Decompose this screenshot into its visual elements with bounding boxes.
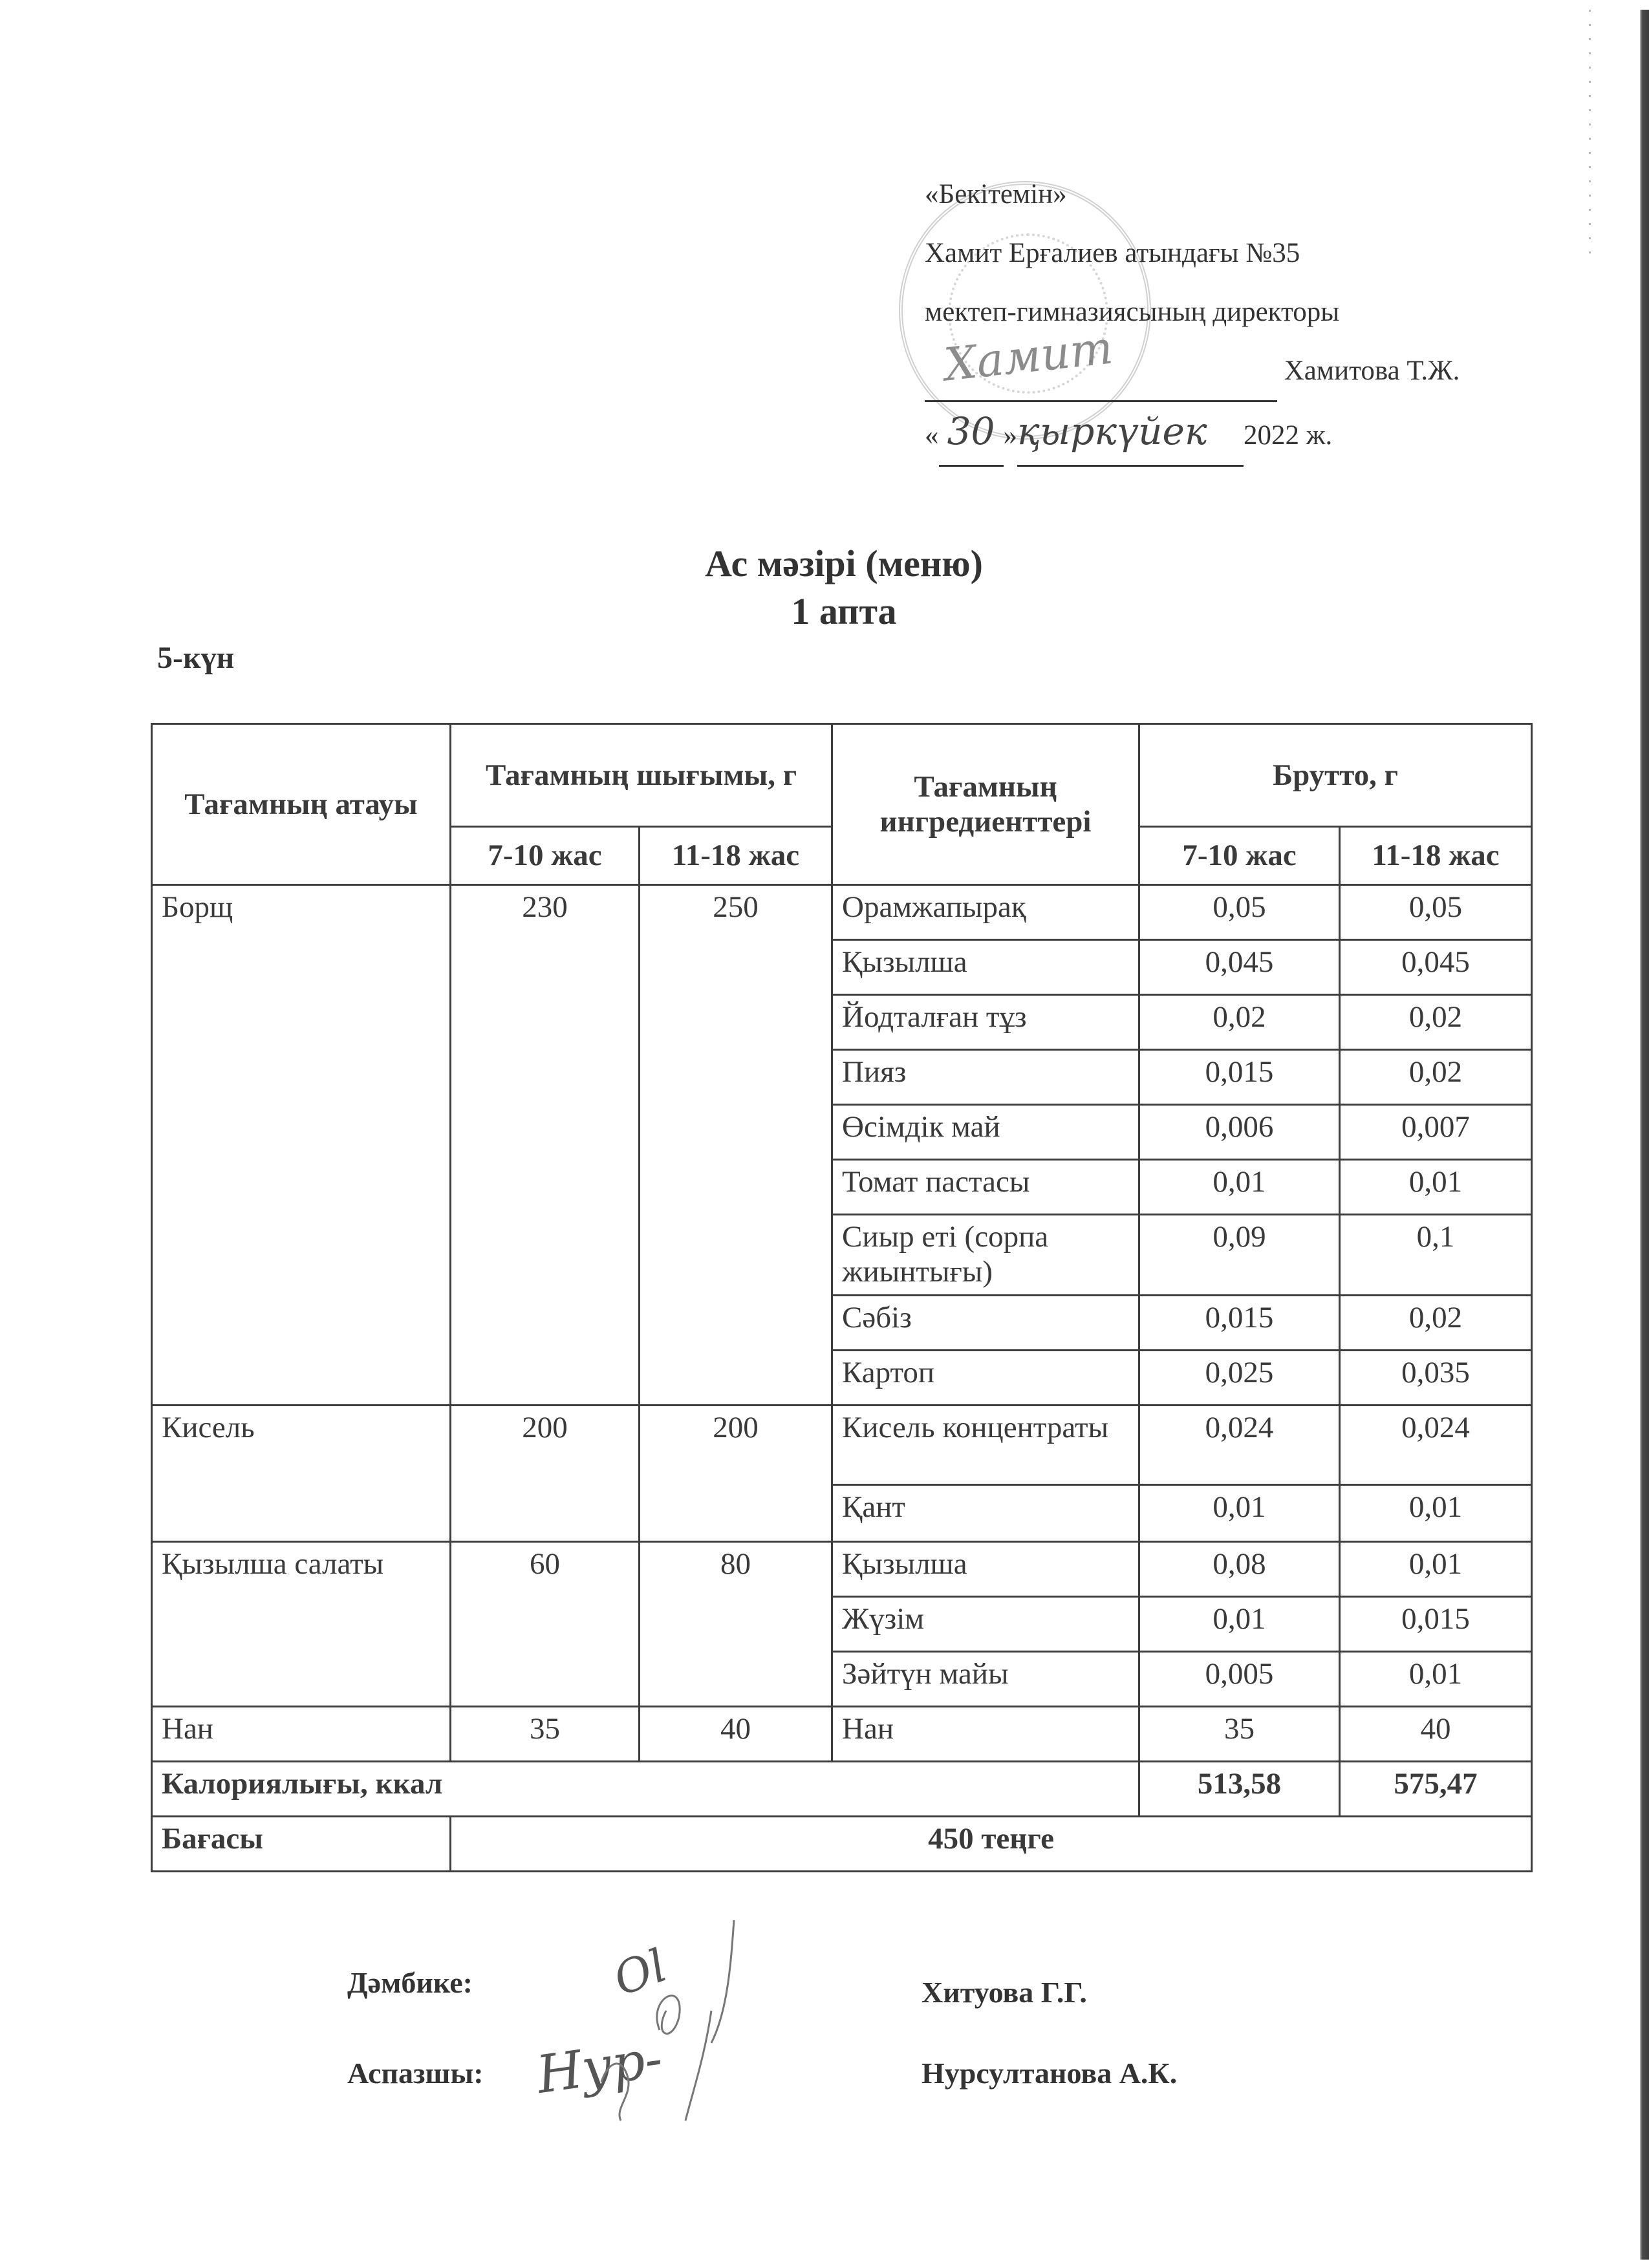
ingredient-gross-11-18: 0,02 — [1340, 1050, 1532, 1105]
header-gross-11-18: 11-18 жас — [1340, 827, 1532, 885]
cook-name: Нурсултанова А.К. — [921, 2057, 1178, 2090]
header-dish-name: Тағамның атауы — [152, 724, 451, 885]
ingredient-gross-11-18: 0,045 — [1340, 940, 1532, 995]
ingredient-gross-11-18: 0,01 — [1340, 1652, 1532, 1707]
ingredient-gross-11-18: 0,035 — [1340, 1351, 1532, 1406]
header-yield-7-10: 7-10 жас — [451, 827, 640, 885]
calories-row — [152, 1762, 1532, 1817]
ingredient-gross-11-18: 0,01 — [1340, 1542, 1532, 1597]
ingredient-name: Йодталған тұз — [832, 995, 1139, 1050]
ingredient-name: Қызылша — [832, 1542, 1139, 1597]
nurse-label: Дәмбике: — [347, 1966, 473, 1999]
ingredient-gross-7-10: 0,015 — [1139, 1296, 1340, 1351]
ingredient-name: Сиыр еті (сорпа жиынтығы) — [832, 1215, 1139, 1296]
ingredient-gross-11-18: 0,01 — [1340, 1160, 1532, 1215]
nurse-signature: Ol — [607, 1938, 674, 2007]
nurse-name: Хитуова Г.Г. — [921, 1976, 1087, 2009]
ingredient-gross-7-10: 0,025 — [1139, 1351, 1340, 1406]
ingredient-gross-7-10: 35 — [1139, 1707, 1340, 1762]
ingredient-gross-11-18: 0,05 — [1340, 885, 1532, 940]
scan-edge-strip — [1640, 10, 1649, 2260]
ingredient-name: Пияз — [832, 1050, 1139, 1105]
date-day-field — [939, 402, 1004, 467]
ingredient-name: Томат пастасы — [832, 1160, 1139, 1215]
approval-heading: «Бекітемін» — [925, 179, 1067, 209]
price-row — [152, 1817, 1532, 1872]
ingredient-gross-7-10: 0,08 — [1139, 1542, 1340, 1597]
ingredient-name: Нан — [832, 1707, 1139, 1762]
signature-strokes — [582, 1914, 789, 2127]
calories-11-18: 575,47 — [1340, 1762, 1532, 1817]
header-yield: Тағамның шығымы, г — [451, 724, 832, 827]
ingredient-gross-11-18: 0,015 — [1340, 1597, 1532, 1652]
date-year: 2022 ж. — [1244, 420, 1333, 451]
approval-block — [925, 165, 1460, 467]
ingredient-gross-7-10: 0,045 — [1139, 940, 1340, 995]
ingredient-gross-7-10: 0,01 — [1139, 1597, 1340, 1652]
ingredient-name: Қант — [832, 1485, 1139, 1542]
ingredient-name: Өсімдік май — [832, 1105, 1139, 1160]
ingredient-gross-11-18: 0,02 — [1340, 1296, 1532, 1351]
ingredient-gross-7-10: 0,024 — [1139, 1406, 1340, 1485]
ingredient-name: Зәйтүн майы — [832, 1652, 1139, 1707]
price-label: Бағасы — [152, 1817, 451, 1872]
table-header-row — [152, 724, 1532, 827]
dish-yield-7-10: 200 — [451, 1406, 640, 1542]
director-name: Хамитова Т.Ж. — [1284, 356, 1460, 386]
date-month-field — [1017, 402, 1244, 467]
director-signature: Хамит — [942, 321, 1116, 392]
header-ingredients: Тағамның ингредиенттері — [832, 724, 1139, 885]
ingredient-gross-7-10: 0,09 — [1139, 1215, 1340, 1296]
ingredient-gross-7-10: 0,01 — [1139, 1160, 1340, 1215]
dish-yield-7-10: 35 — [451, 1707, 640, 1762]
date-day: 30 — [947, 409, 995, 453]
calories-label: Калориялығы, ккал — [152, 1762, 1139, 1817]
ingredient-gross-7-10: 0,02 — [1139, 995, 1340, 1050]
table-row — [152, 1542, 1532, 1597]
table-row — [152, 1406, 1532, 1485]
approval-date-line — [925, 402, 1460, 467]
ingredient-gross-7-10: 0,006 — [1139, 1105, 1340, 1160]
calories-7-10: 513,58 — [1139, 1762, 1340, 1817]
dish-name: Кисель — [152, 1406, 451, 1542]
ingredient-gross-11-18: 40 — [1340, 1707, 1532, 1762]
page-title: Ас мәзірі (меню) — [705, 542, 983, 584]
ingredient-gross-7-10: 0,01 — [1139, 1485, 1340, 1542]
cook-label: Аспазшы: — [347, 2057, 484, 2090]
approval-line-1: Хамит Ерғалиев атындағы №35 — [925, 238, 1300, 268]
header-gross: Брутто, г — [1139, 724, 1532, 827]
ingredient-name: Орамжапырақ — [832, 885, 1139, 940]
dish-yield-11-18: 80 — [640, 1542, 832, 1707]
date-open-quote: « — [925, 420, 939, 451]
ingredient-name: Картоп — [832, 1351, 1139, 1406]
dish-name: Борщ — [152, 885, 451, 1406]
ingredient-name: Қызылша — [832, 940, 1139, 995]
cook-signature: Нур- — [533, 2027, 666, 2106]
ingredient-gross-11-18: 0,01 — [1340, 1485, 1532, 1542]
dish-yield-11-18: 250 — [640, 885, 832, 1406]
week-label: 1 апта — [791, 590, 897, 632]
day-label: 5-күн — [157, 641, 235, 675]
table-row — [152, 885, 1532, 940]
ingredient-gross-7-10: 0,015 — [1139, 1050, 1340, 1105]
table-row — [152, 1707, 1532, 1762]
ingredient-name: Сәбіз — [832, 1296, 1139, 1351]
date-close-quote: » — [1003, 420, 1017, 451]
ingredient-gross-7-10: 0,05 — [1139, 885, 1340, 940]
ingredient-name: Кисель концентраты — [832, 1406, 1139, 1485]
dish-name: Нан — [152, 1707, 451, 1762]
dish-yield-11-18: 40 — [640, 1707, 832, 1762]
approval-line-2: мектеп-гимназиясының директоры — [925, 297, 1340, 327]
dish-yield-7-10: 60 — [451, 1542, 640, 1707]
dish-yield-11-18: 200 — [640, 1406, 832, 1542]
menu-table — [151, 723, 1533, 1872]
dish-name: Қызылша салаты — [152, 1542, 451, 1707]
ingredient-gross-11-18: 0,024 — [1340, 1406, 1532, 1485]
header-yield-11-18: 11-18 жас — [640, 827, 832, 885]
ingredient-name: Жүзім — [832, 1597, 1139, 1652]
ingredient-gross-11-18: 0,02 — [1340, 995, 1532, 1050]
date-month: қыркүйек — [1017, 409, 1207, 453]
ingredient-gross-11-18: 0,007 — [1340, 1105, 1532, 1160]
price-value: 450 теңге — [451, 1817, 1532, 1872]
header-gross-7-10: 7-10 жас — [1139, 827, 1340, 885]
dish-yield-7-10: 230 — [451, 885, 640, 1406]
scan-dots — [1589, 10, 1591, 255]
ingredient-gross-7-10: 0,005 — [1139, 1652, 1340, 1707]
ingredient-gross-11-18: 0,1 — [1340, 1215, 1532, 1296]
